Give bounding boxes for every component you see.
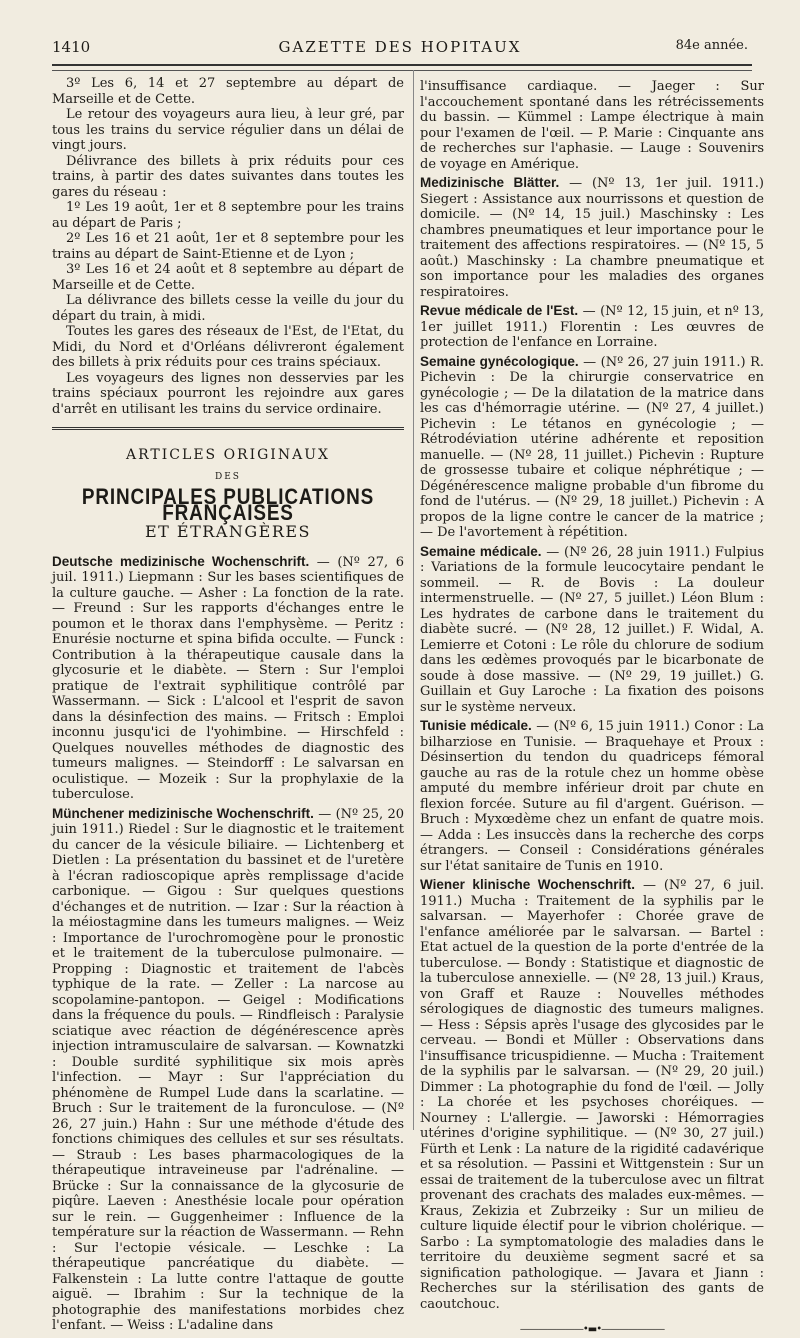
section-heading-line: ARTICLES ORIGINAUX: [126, 447, 330, 463]
section-heading: [52, 448, 404, 540]
journal-entry: [420, 718, 764, 874]
right-column: [420, 76, 765, 1335]
journal-title: GAZETTE DES HOPITAUX: [278, 38, 522, 56]
journal-name: Wiener klinische Wochenschrift.: [420, 877, 636, 892]
intro-paragraph: Délivrance des billets à prix réduits pour ces trains, à partir des dates suivantes dans toutes les gares du réseau :: [52, 153, 404, 200]
left-column: [52, 76, 404, 1333]
intro-paragraph: 2º Les 16 et 21 août, 1er et 8 septembre pour les trains au départ de Saint-Etienne et de Lyon ;: [52, 231, 404, 262]
journal-contents: — (Nº 27, 6 juil. 1911.) Liepmann : Sur les bases scientifiques de la culture gauche. — Asher : La fonction de la rate. — Freund : Sur les rapports d'échanges entre le poumon et le thorax dans l'emphysème. — Peritz : Enurésie nocturne et spina bifida occulte. — Funck : Contribution à la thérapeutique causale dans la glycosurie et le diabète. — Stern : Sur l'emploi pratique de l'extrait syphilitique contrôlé par Wassermann. — Sick : L'alcool et l'esprit de savon dans la désinfection des mains. — Fritsch : Emploi inconnu jusqu'ici de l'yohimbine. — Hirschfeld : Quelques nouvelles méthodes de diagnostic des tumeurs malignes. — Steindorff : Le salvarsan en oculistique. — Mozeik : Sur la prophylaxie de la tuberculose.: [52, 554, 404, 802]
journal-entry: [420, 354, 764, 541]
section-separator: [52, 427, 404, 430]
section-heading-line: DES: [215, 471, 241, 482]
journal-contents: — (Nº 6, 15 juin 1911.) Conor : La bilharziose en Tunisie. — Braquehaye et Proux : Désinsertion du tendon du quadriceps fémoral gauche au ras de la rotule chez un homme obèse amputé du membre inférieur droit par chute en flexion forcée. Suture au fil d'argent. Guérison. — Bruch : Myxœdème chez un enfant de quatre mois. — Adda : Les insuccès dans la recherche des corps étrangers. — Conseil : Considérations générales sur l'état sanitaire de Tunis en 1910.: [420, 719, 765, 874]
journal-name: Semaine gynécologique.: [420, 353, 579, 369]
journal-name: Revue médicale de l'Est.: [420, 303, 579, 318]
journal-name: Deutsche medizinische Wochenschrift.: [52, 553, 310, 569]
column-divider: [413, 70, 414, 1130]
intro-paragraph: Les voyageurs des lignes non desservies par les trains spéciaux pourront les rejoindre aux gares d'arrêt en utilisant les trains du service ordinaire.: [52, 370, 404, 417]
intro-paragraph: 3º Les 16 et 24 août et 8 septembre au départ de Marseille et de Cette.: [52, 262, 404, 293]
volume-year: 84e année.: [675, 38, 748, 53]
section-heading-line: ET ÉTRANGÈRES: [144, 522, 312, 541]
header-rule-thin: [52, 70, 752, 71]
journal-entry: [420, 544, 764, 716]
journal-contents: — (Nº 27, 6 juil. 1911.) Mucha : Traitement de la syphilis par le salvarsan. — Mayerhofer : Chorée grave de l'enfance améliorée par le salvarsan. — Bartel : Etat actuel de la question de la porte d'entrée de la tuberculose. — Bondy : Statistique et diagnostic de la tuberculose annexielle. — (Nº 28, 13 juil.) Kraus, von Graff et Rauze : Nouvelles méthodes sérologiques de diagnostic des tumeurs malignes. — Hess : Sépsis après l'usage des glycosides par le cerveau. — Bondi et Müller : Observations dans l'insuffisance tricuspidienne. — Mucha : Traitement de la syphilis par le salvarsan. — (Nº 29, 20 juil.) Dimmer : La photographie du fond de l'œil. — Jolly : La chorée et les psychoses choréiques. — Nourney : L'allergie. — Jaworski : Hémorragies utérines d'origine syphilitique. — (Nº 30, 27 juil.) Fürth et Lenk : La nature de la rigidité cadavérique et sa résolution. — Passini et Wittgenstein : Sur un essai de traitement de la tuberculose avec un filtrat provenant des crachats des malades eux-mêmes. — Kraus, Zekizia et Zubrzeiky : Sur un milieu de culture liquide électif pour le vibrion cholérique. — Sarbo : La symptomatologie des maladies dans le territoire du deuxième segment sacré et sa signification pathologique. — Javara et Jiann : Recherches sur la stérilisation des gants de caoutchouc.: [420, 878, 764, 1312]
journal-contents: — (Nº 12, 15 juin, et nº 13, 1er juillet 1911.) Florentin : Les œuvres de protection de l'enfance en Lorraine.: [420, 304, 765, 350]
journal-name: Semaine médicale.: [420, 543, 542, 559]
journal-entry: [52, 806, 404, 1334]
journal-entry: [420, 175, 764, 300]
intro-paragraph: La délivrance des billets cesse la veille du jour du départ du train, à midi.: [52, 293, 404, 324]
running-header: [52, 36, 748, 60]
continued-text: l'insuffisance cardiaque. — Jaeger : Sur l'accouchement spontané dans les rétrécissements du bassin. — Kümmel : Lampe électrique à main pour l'examen de l'œil. — P. Marie : Cinquante ans de recherches sur l'aphasie. — Lauge : Souvenirs de voyage en Amérique.: [420, 79, 764, 172]
end-ornament: ———————•▬•———————: [519, 1324, 665, 1335]
page-number: 1410: [52, 38, 91, 56]
journal-name: Münchener medizinische Wochenschrift.: [52, 805, 314, 821]
journal-entry: [420, 877, 764, 1312]
header-rule: [52, 64, 752, 66]
intro-paragraph: 3º Les 6, 14 et 27 septembre au départ de Marseille et de Cette.: [52, 76, 404, 107]
journal-name: Tunisie médicale.: [420, 718, 532, 733]
journal-contents: — (Nº 13, 1er juil. 1911.) Siegert : Assistance aux nourrissons et question de domicile. — (Nº 14, 15 juil.) Maschinsky : Les chambres pneumatiques et leur importance pour le traitement des affections respiratoires. — (Nº 15, 5 août.) Maschinsky : La chambre pneumatique et son importance pour les maladies des organes respiratoires.: [420, 176, 764, 300]
journal-contents: — (Nº 25, 20 juin 1911.) Riedel : Sur le diagnostic et le traitement du cancer de la vésicule biliaire. — Lichtenberg et Dietlen : La présentation du bassinet et de l'uretère à l'écran radioscopique après remplissage d'acide carbonique. — Gigou : Sur quelques questions d'échanges et de nutrition. — Izar : Sur la réaction à la méiostagmine dans les tumeurs malignes. — Weiz : Importance de l'urochromogène pour le pronostic et le traitement de la tuberculose pulmonaire. — Propping : Diagnostic et traitement de l'abcès typhique de la rate. — Zeller : La narcose au scopolamine-pantopon. — Geigel : Modifications dans la fréquence du pouls. — Rindfleisch : Paralysie sciatique avec réaction de dégénérescence après injection intramusculaire de salvarsan. — Kownatzki : Double surdité syphilitique six mois après l'infection. — Mayr : Sur l'appréciation du phénomène de Rumpel Lude dans la scarlatine. — Bruch : Sur le traitement de la furonculose. — (Nº 26, 27 juin.) Hahn : Sur une méthode d'étude des fonctions chimiques des cellules et sur ses résultats. — Straub : Les bases pharmacologiques de la thérapeutique intraveineuse par l'adrénaline. — Brücke : Sur la connaissance de la glycosurie de piqûre. Laeven : Anesthésie locale pour opération sur le rein. — Guggenheimer : Influence de la température sur la réaction de Wassermann. — Rehn : Sur l'ectopie vésicale. — Leschke : La thérapeutique pancréatique du diabète. — Falkenstein : La lutte contre l'attaque de goutte aiguë. — Ibrahim : Sur la technique de la photographie des manifestations morbides chez l'enfant. — Weiss : L'adaline dans: [52, 806, 404, 1333]
journal-entry: [420, 303, 764, 351]
intro-paragraph: Toutes les gares des réseaux de l'Est, de l'Etat, du Midi, du Nord et d'Orléans délivreront également des billets à prix réduits pour ces trains spéciaux.: [52, 324, 404, 370]
journal-name: Medizinische Blätter.: [420, 175, 560, 190]
intro-paragraph: Le retour des voyageurs aura lieu, à leur gré, par tous les trains du service régulier dans un délai de vingt jours.: [52, 107, 404, 153]
journal-contents: — (Nº 26, 27 juin 1911.) R. Pichevin : De la chirurgie conservatrice en gynécologie ; — De la dilatation de la matrice dans les cas d'hémorragie utérine. — (Nº 27, 4 juillet.) Pichevin : Le tétanos en gynécologie ; — Rétrodéviation utérine adhérente et reposition manuelle. — (Nº 28, 11 juillet.) Pichevin : Rupture de grossesse tubaire et colique néphrétique ; — Dégénérescence maligne probable d'un fibrome du fond de l'utérus. — (Nº 29, 18 juillet.) Pichevin : A propos de la ligne contre le cancer de la matrice ; — De l'avortement à répétition.: [420, 354, 764, 540]
journal-contents: — (Nº 26, 28 juin 1911.) Fulpius : Variations de la formule leucocytaire pendant le sommeil. — R. de Bovis : La douleur intermenstruelle. — (Nº 27, 5 juillet.) Léon Blum : Les hydrates de carbone dans le traitement du diabète sucré. — (Nº 28, 12 juillet.) F. Widal, A. Lemierre et Cotoni : Le rôle du chlorure de sodium dans les œdèmes provoqués par le bicarbonate de soude à dose massive. — (Nº 29, 19 juillet.) G. Guillain et Guy Laroche : La fixation des poisons sur le système nerveux.: [420, 544, 764, 715]
section-heading-title: PRINCIPALES PUBLICATIONS FRANÇAISES: [81, 484, 375, 525]
journal-entry: [52, 554, 404, 803]
intro-paragraph: 1º Les 19 août, 1er et 8 septembre pour les trains au départ de Paris ;: [52, 200, 404, 231]
